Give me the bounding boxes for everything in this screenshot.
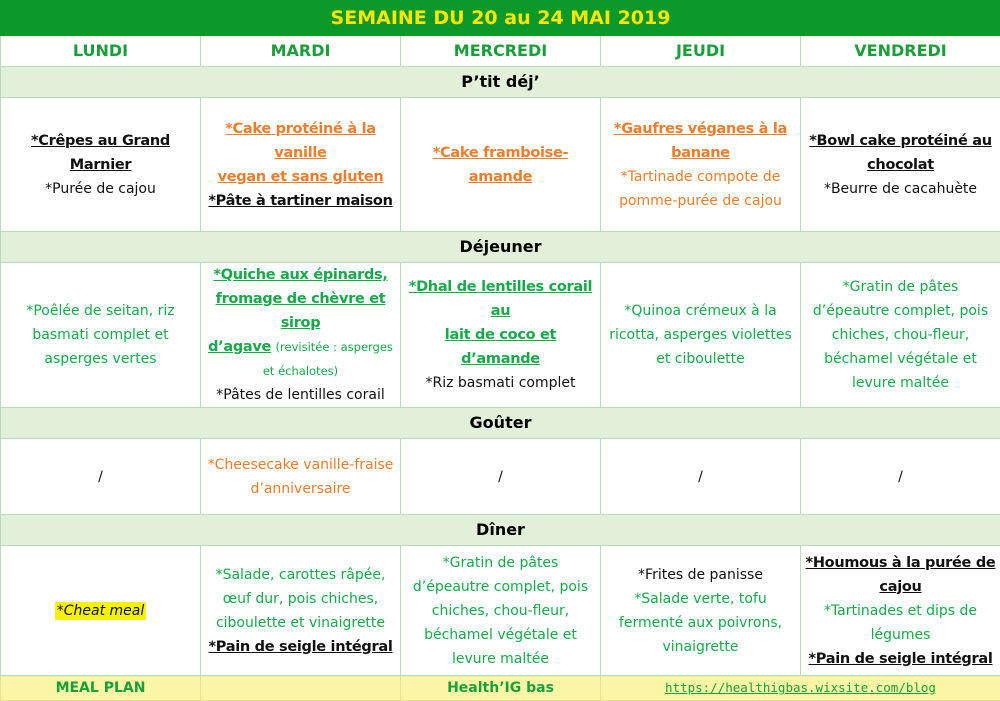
section-row-gouter — [1, 408, 1000, 439]
dish-text: asperges vertes — [5, 347, 196, 371]
footer-meal-plan: MEAL PLAN — [1, 676, 201, 701]
dish-title: vegan et sans gluten — [205, 165, 396, 189]
dish-text: béchamel végétale et — [805, 347, 996, 371]
dish-title: *Quiche aux épinards, — [205, 263, 396, 287]
dish-text: *Poêlée de seitan, riz — [5, 299, 196, 323]
dish-text: pomme-purée de cajou — [605, 189, 796, 213]
dish-text: *Tartinades et dips de — [805, 599, 996, 623]
blog-link[interactable]: https://healthigbas.wixsite.com/blog — [665, 680, 936, 695]
dish-text: levure maltée — [405, 647, 596, 671]
dish-text: levure maltée — [805, 371, 996, 395]
footer-row — [1, 676, 1000, 701]
day-header-mercredi: MERCREDI — [401, 36, 601, 67]
cell-gouter-vendredi — [801, 439, 1000, 515]
dish-text: *Riz basmati complet — [405, 371, 596, 395]
dish-title: *Gaufres véganes à la — [605, 117, 796, 141]
days-header-row — [1, 36, 1000, 67]
dish-text: chiches, chou-fleur, — [805, 323, 996, 347]
empty-slash: / — [898, 469, 903, 485]
dish-text: *Beurre de cacahuète — [805, 177, 996, 201]
dish-text: d’épeautre complet, pois — [405, 575, 596, 599]
dish-text: *Tartinade compote de — [605, 165, 796, 189]
cell-dejeuner-lundi — [1, 263, 201, 408]
dish-title: *Crêpes au Grand Marnier — [5, 129, 196, 177]
dish-text: *Gratin de pâtes — [405, 551, 596, 575]
cell-gouter-mardi — [201, 439, 401, 515]
dish-text: d’anniversaire — [205, 477, 396, 501]
dish-title: *Houmous à la purée de — [805, 551, 996, 575]
dish-note: et échalotes) — [205, 359, 396, 383]
dish-text: basmati complet et — [5, 323, 196, 347]
dish-text: d’épeautre complet, pois — [805, 299, 996, 323]
footer-link-cell — [601, 676, 1000, 701]
dish-note: (revisitée : asperges — [276, 340, 393, 354]
dish-title-with-note — [205, 335, 396, 359]
dish-text: ricotta, asperges violettes — [605, 323, 796, 347]
cell-ptit-dej-mercredi — [401, 98, 601, 232]
dish-title: lait de coco et d’amande — [405, 323, 596, 371]
dejeuner-row — [1, 263, 1000, 408]
day-header-lundi: LUNDI — [1, 36, 201, 67]
empty-slash: / — [698, 469, 703, 485]
dish-text: *Frites de panisse — [605, 563, 796, 587]
dish-title: *Pain de seigle intégral — [205, 635, 396, 659]
dish-text: béchamel végétale et — [405, 623, 596, 647]
cell-ptit-dej-mardi — [201, 98, 401, 232]
cell-gouter-jeudi — [601, 439, 801, 515]
cell-dejeuner-mardi — [201, 263, 401, 408]
dish-text: et ciboulette — [605, 347, 796, 371]
dish-title: *Pâte à tartiner maison — [205, 189, 396, 213]
diner-row — [1, 546, 1000, 676]
day-header-vendredi: VENDREDI — [801, 36, 1000, 67]
section-title-gouter: Goûter — [1, 408, 1000, 439]
cell-gouter-lundi — [1, 439, 201, 515]
dish-text: *Gratin de pâtes — [805, 275, 996, 299]
dish-title: chocolat — [805, 153, 996, 177]
dish-text: *Salade, carottes râpée, — [205, 563, 396, 587]
dish-title: *Bowl cake protéiné au — [805, 129, 996, 153]
dish-title: *Cake protéiné à la vanille — [205, 117, 396, 165]
dish-text: fermenté aux poivrons, — [605, 611, 796, 635]
cell-dejeuner-vendredi — [801, 263, 1000, 408]
cell-diner-mardi — [201, 546, 401, 676]
dish-title: fromage de chèvre et sirop — [205, 287, 396, 335]
dish-text: œuf dur, pois chiches, — [205, 587, 396, 611]
section-row-ptit-dej — [1, 67, 1000, 98]
empty-slash: / — [498, 469, 503, 485]
dish-title: banane — [605, 141, 796, 165]
dish-title: d’agave — [208, 339, 271, 355]
dish-title: *Dhal de lentilles corail au — [405, 275, 596, 323]
dish-text: *Salade verte, tofu — [605, 587, 796, 611]
cell-ptit-dej-vendredi — [801, 98, 1000, 232]
highlighted-dish: *Cheat meal — [55, 602, 147, 620]
gouter-row — [1, 439, 1000, 515]
cell-diner-jeudi — [601, 546, 801, 676]
section-title-dejeuner: Déjeuner — [1, 232, 1000, 263]
dish-title: *Cake framboise-amande — [405, 141, 596, 189]
cell-ptit-dej-lundi — [1, 98, 201, 232]
section-title-diner: Dîner — [1, 515, 1000, 546]
title-row — [1, 1, 1000, 36]
week-title: SEMAINE DU 20 au 24 MAI 2019 — [1, 1, 1000, 36]
footer-brand: Health’IG bas — [401, 676, 601, 701]
cell-diner-vendredi — [801, 546, 1000, 676]
section-title-ptit-dej: P’tit déj’ — [1, 67, 1000, 98]
footer-spacer — [201, 676, 401, 701]
dish-text: ciboulette et vinaigrette — [205, 611, 396, 635]
day-header-mardi: MARDI — [201, 36, 401, 67]
cell-diner-mercredi — [401, 546, 601, 676]
day-header-jeudi: JEUDI — [601, 36, 801, 67]
dish-text: *Cheesecake vanille-fraise — [205, 453, 396, 477]
cell-gouter-mercredi — [401, 439, 601, 515]
empty-slash: / — [98, 469, 103, 485]
dish-title: cajou — [805, 575, 996, 599]
dish-text: légumes — [805, 623, 996, 647]
cell-dejeuner-mercredi — [401, 263, 601, 408]
section-row-diner — [1, 515, 1000, 546]
dish-text: *Purée de cajou — [5, 177, 196, 201]
cell-diner-lundi — [1, 546, 201, 676]
dish-text: *Quinoa crémeux à la — [605, 299, 796, 323]
cell-ptit-dej-jeudi — [601, 98, 801, 232]
dish-text: vinaigrette — [605, 635, 796, 659]
dish-text: chiches, chou-fleur, — [405, 599, 596, 623]
section-row-dejeuner — [1, 232, 1000, 263]
dish-text: *Pâtes de lentilles corail — [205, 383, 396, 407]
dish-title: *Pain de seigle intégral — [805, 647, 996, 671]
ptit-dej-row — [1, 98, 1000, 232]
cell-dejeuner-jeudi — [601, 263, 801, 408]
